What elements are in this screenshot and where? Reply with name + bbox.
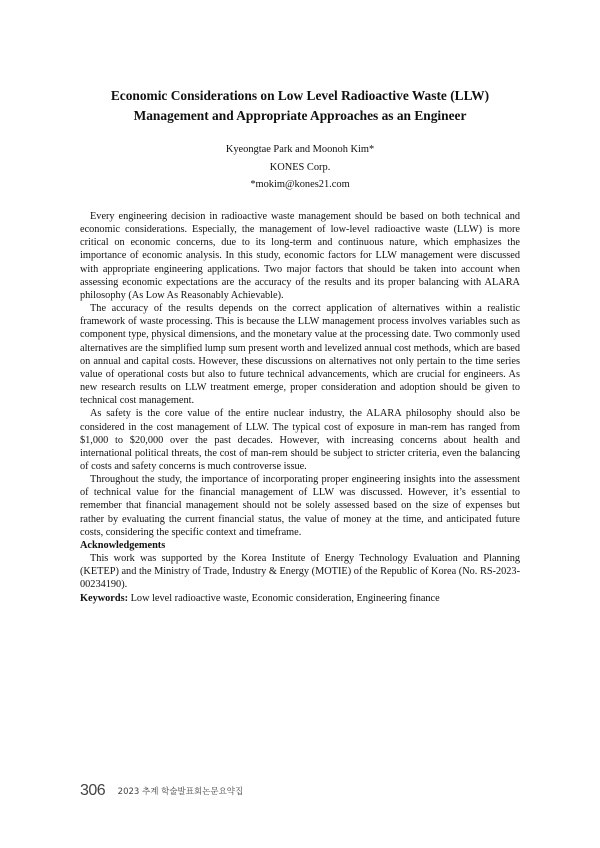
authors: Kyeongtae Park and Moonoh Kim* xyxy=(225,144,375,155)
acknowledgements-heading: Acknowledgements xyxy=(80,539,166,551)
body-paragraph: Every engineering decision in radioactive waste management should be based on both technical and economic considerations. Especially, the management of low-level radioactive waste (LLW) is more critical on economic concerns, due to its long-term and continuous nature, which emphasizes the importance of economic analysis. In this study, economic factors for LLW management were discussed with appropriate engineering applications. Two major factors that should be taken into account when assessing economic expectations are the accuracy of the results and its proper balancing with ALARA philosophy (As Low As Reasonably Achievable). xyxy=(80,211,520,301)
proceedings-label: 2023 추계 학술발표회논문요약집 xyxy=(117,787,244,797)
page-number: 306 xyxy=(80,782,106,799)
keywords-line xyxy=(80,592,520,605)
body-paragraph: Throughout the study, the importance of incorporating proper engineering insights into the assessment of technical value for the financial management of LLW was discussed. However, it’s essential to remember that financial management should not be solely assessed based on the size of expenses but rather by evaluating the current financial status, the value of money at the time, and anticipated future costs, considering the specific context and timeframe. xyxy=(80,474,520,538)
body-paragraph: The accuracy of the results depends on the correct application of alternatives within a realistic framework of waste processing. This is because the LLW management process involves variables such as component type, physical dimensions, and the monetary value at the processing date. Two commonly used alternatives are the simplified lump sum present worth and levelized annual cost methods, which are based on annual and capital costs. However, these discussions on alternatives not only pertain to the time series value of operational costs but also to future technical advancements, which are crucial for engineers. As new research results on LLW treatment emerge, proper consideration and adoption should be given to technical cost management. xyxy=(80,303,520,407)
contact-email: *mokim@kones21.com xyxy=(250,179,350,190)
body-paragraph: As safety is the core value of the entire nuclear industry, the ALARA philosophy should also be considered in the cost management of LLW. The typical cost of exposure in man-rem has ranged from $1,000 to $20,000 over the past decades. However, with increasing concerns about health and international political threats, the cost of man-rem should be subject to stricter criteria, even the balancing of costs and safety concerns is much controverse issue. xyxy=(80,408,520,472)
paper-title xyxy=(60,86,540,126)
abstract-body xyxy=(80,210,520,605)
page-footer xyxy=(80,782,243,800)
title-line-2: Management and Appropriate Approaches as an Engineer xyxy=(133,108,467,123)
keywords-text: Low level radioactive waste, Economic consideration, Engineering finance xyxy=(130,592,440,604)
title-line-1: Economic Considerations on Low Level Radioactive Waste (LLW) xyxy=(110,88,490,103)
acknowledgements-text: This work was supported by the Korea Institute of Energy Technology Evaluation and Planning (KETEP) and the Ministry of Trade, Industry & Energy (MOTIE) of the Republic of Korea (No. RS-2023-00234190). xyxy=(80,553,520,591)
keywords-label: Keywords: xyxy=(80,592,129,604)
affiliation: KONES Corp. xyxy=(269,162,331,173)
